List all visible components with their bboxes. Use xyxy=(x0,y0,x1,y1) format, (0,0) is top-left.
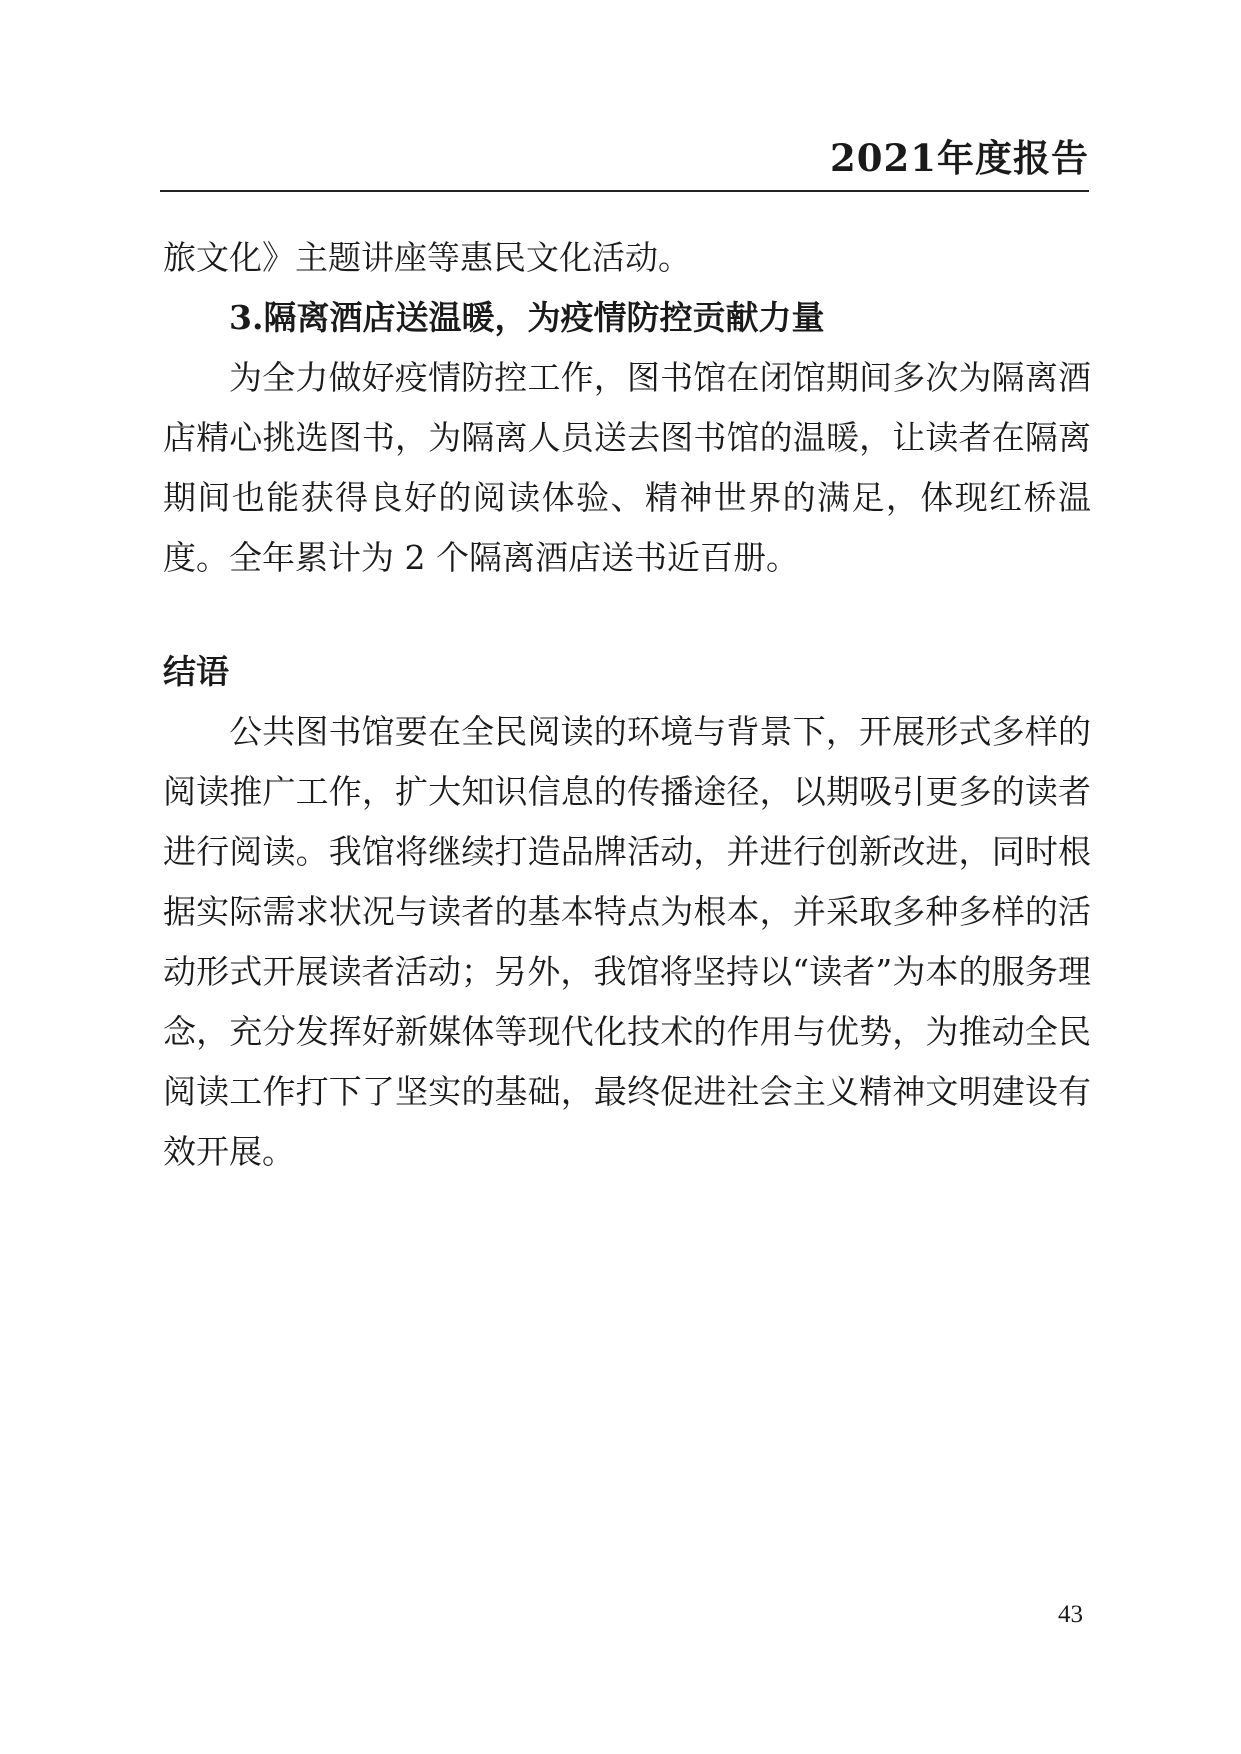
running-header-title: 2021年度报告 xyxy=(830,136,1089,180)
subheading: 3.隔离酒店送温暖，为疫情防控贡献力量 xyxy=(229,298,825,337)
conclusion-paragraph: 公共图书馆要在全民阅读的环境与背景下，开展形式多样的阅读推广工作，扩大知识信息的传播途径，以期吸引更多的读者进行阅读。我馆将继续打造品牌活动，并进行创新改进，同时根据实际需求状况与读者的基本特点为根本，并采取多种多样的活动形式开展读者活动；另外，我馆将坚持以“读者”为本的服务理念，充分发挥好新媒体等现代化技术的作用与优势，为推动全民阅读工作打下了坚实的基础，最终促进社会主义精神文明建设有效开展。 xyxy=(163,712,1091,1171)
page-content xyxy=(163,228,1091,1182)
section-title: 结语 xyxy=(163,652,229,691)
header-divider xyxy=(160,190,1089,192)
continued-text: 旅文化》主题讲座等惠民文化活动。 xyxy=(163,238,691,277)
body-paragraph: 为全力做好疫情防控工作，图书馆在闭馆期间多次为隔离酒店精心挑选图书，为隔离人员送去图书馆的温暖，让读者在隔离期间也能获得良好的阅读体验、精神世界的满足，体现红桥温度。全年累计为 2 个隔离酒店送书近百册。 xyxy=(163,358,1091,577)
page-number: 43 xyxy=(1058,1601,1083,1628)
